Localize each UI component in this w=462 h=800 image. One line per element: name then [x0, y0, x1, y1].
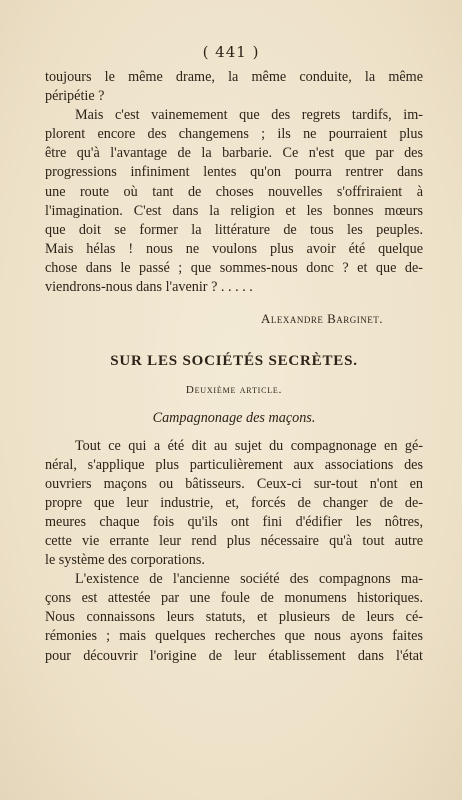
text-line: chose dans le passé ; que sommes-nous donc ? et que de-: [45, 259, 423, 276]
text-line: l'imagination. C'est dans la religion et les bonnes mœurs: [45, 202, 423, 219]
text-line: péripétie ?: [45, 88, 105, 105]
section-title: SUR LES SOCIÉTÉS SECRÈTES.: [110, 353, 358, 370]
text-line: pour découvrir l'origine de leur établissement dans l'état: [45, 647, 423, 664]
text-line: Tout ce qui a été dit au sujet du compagnonage en gé-: [75, 437, 423, 454]
text-line: être qu'à l'avantage de la barbarie. Ce n'est que par des: [45, 145, 423, 162]
text-line: Mais c'est vainemement que des regrets tardifs, im-: [75, 107, 423, 124]
text-line: propre que leur industrie, et, forcés de changer de de-: [45, 494, 423, 511]
page-body: [45, 68, 423, 666]
article-subtitle: Deuxième article.: [185, 384, 283, 397]
paragraph-existence: [45, 570, 423, 665]
text-line: que doit se former la littérature de tous les peuples.: [45, 221, 423, 238]
text-line: néral, s'applique plus particulièrement aux associations des: [45, 456, 423, 473]
text-line: rémonies ; mais quelques recherches que nous ayons faites: [45, 628, 423, 645]
text-line: une route où tant de choses nouvelles s'offriraient à: [45, 183, 423, 200]
paragraph-compagnonage: [45, 437, 423, 571]
text-line: le système des corporations.: [45, 552, 205, 569]
text-line: Mais hélas ! nous ne voulons plus avoir été quelque: [45, 240, 423, 257]
author-signature: Alexandre Barginet.: [260, 311, 383, 327]
text-line: meures chaque fois qu'ils ont fini d'édifier les nôtres,: [45, 513, 423, 530]
page-number: ( 441 ): [202, 43, 260, 61]
text-line: L'existence de l'ancienne société des compagnons ma-: [75, 571, 423, 588]
text-line: cette vie errante leur rend plus nécessaire qu'à tout autre: [45, 532, 423, 549]
opening-paragraph: [45, 68, 423, 106]
text-line: viendrons-nous dans l'avenir ? . . . . .: [45, 279, 253, 296]
text-line: toujours le même drame, la même conduite, la même: [45, 69, 423, 85]
paragraph-regrets: [45, 106, 423, 297]
text-line: ouvriers maçons ou bâtisseurs. Ceux-ci sur-tout n'ont en: [45, 475, 423, 492]
text-line: plorent encore des changemens ; ils ne pourraient plus: [45, 126, 423, 143]
text-line: çons est attestée par une foule de monumens historiques.: [45, 590, 423, 607]
topic-title: Campagnonage des maçons.: [152, 410, 316, 427]
text-line: Nous connaissons leurs statuts, et plusieurs de leurs cé-: [45, 609, 423, 626]
text-line: progressions infiniment lentes qu'on pourra rentrer dans: [45, 164, 423, 181]
